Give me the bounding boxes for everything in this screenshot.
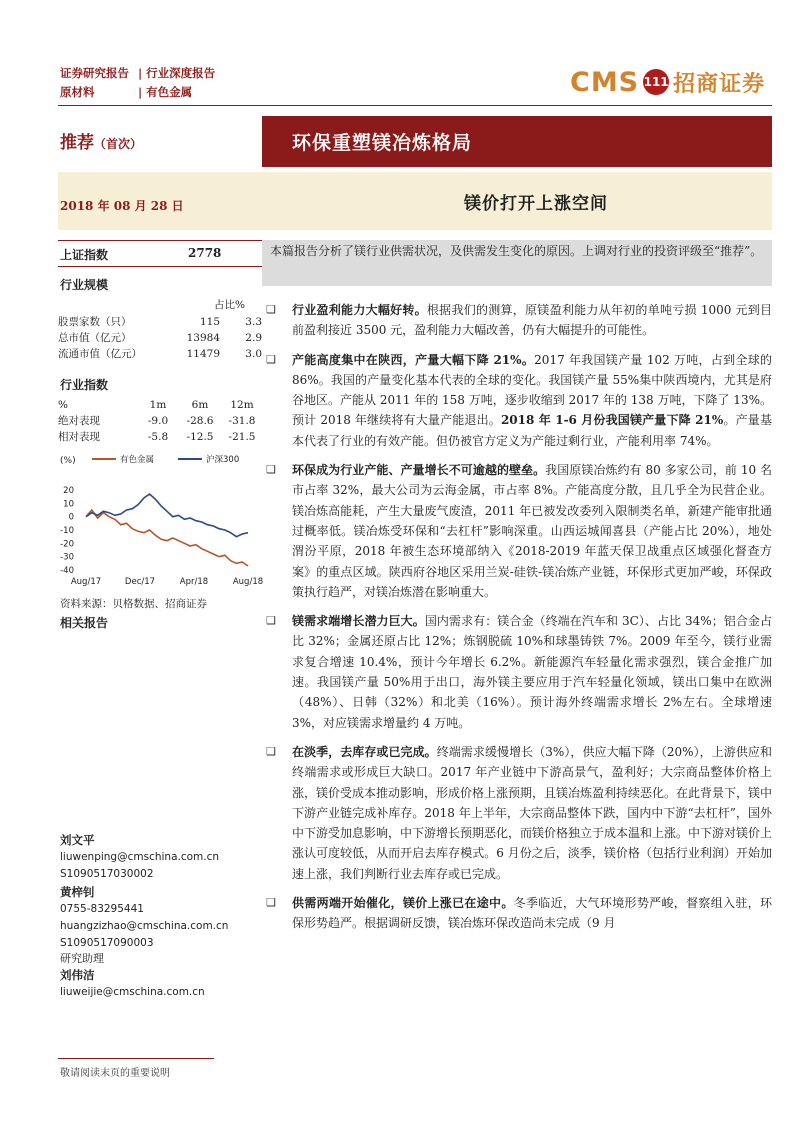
series-line-沪深300 <box>86 494 248 537</box>
chart-unit-label: (%) <box>60 456 76 466</box>
table-row: 总市值（亿元） 13984 2.9 <box>58 332 262 344</box>
bullet-paragraph: ❑ 行业盈利能力大幅好转。根据我们的测算，原镁盈利能力从年初的单吨亏损 1000 元到目前盈利接近 3500 元，盈利能力大幅改善，仍有大幅提升的可能性。 <box>262 300 772 341</box>
logo-badge-icon: 111 <box>643 69 669 95</box>
report-date: 2018 年 08 月 28 日 <box>60 199 184 213</box>
y-tick-label: 10 <box>63 499 74 510</box>
analyst-2: 黄梓钊 0755-83295441 huangzizhao@cmschina.com.cn S1090517090003 <box>60 885 229 949</box>
table-row: 相对表现 -5.8 -12.5 -21.5 <box>58 431 256 443</box>
scale-table <box>58 314 263 362</box>
bullet-paragraph: ❑ 环保成为行业产能、产量增长不可逾越的壁垒。我国原镁冶炼约有 80 多家公司，前 10 名市占率 32%，最大公司为云海金属，市占率 8%。产能高度分散，且几乎全为民营企业。镁冶炼高能耗，产生大量废气废渣，2011 年已被发改委列入限制类名单，新建产能审批通过概率低。镁冶炼受环保和“去杠杆”影响深重。山西运城闻喜县（产能占比 20%），地处渭汾平原，2018 年被生态环境部纳入《2018-2019 年蓝天保卫战重点区域强化督查方案》的重点区域。陕西府谷地区采用兰炭-硅铁-镁冶炼产业链，环保形式更加严峻，环保政策执行趋严，对镁冶炼潜在影响重大。 <box>262 460 772 602</box>
report-subcategory: | 行业深度报告 <box>138 66 216 80</box>
bullet-paragraph: ❑ 镁需求端增长潜力巨大。国内需求有：镁合金（终端在汽车和 3C）、占比 34%；铝合金占比 32%；金属还原占比 12%；炼钢脱硫 10%和球墨铸铁 7%。2009 年至今，镁行业需求复合增速 10.4%，预计今年增长 6.2%。新能源汽车轻量化需求强烈，镁合金推广加速。我国镁产量 50%用于出口，海外镁主要应用于汽车轻量化领域，镁出口集中在欧洲（48%）、日韩（32%）和北美（16%）。预计海外终端需求增长 2%左右。全球增速 3%，对应镁需求增量约 4 万吨。 <box>262 611 772 733</box>
perf-title: 行业指数 <box>60 378 109 392</box>
index-label: 上证指数 <box>60 248 109 262</box>
table-row: 流通市值（亿元） 11479 3.0 <box>58 348 262 360</box>
y-tick-label: -40 <box>60 566 74 576</box>
y-tick-label: -30 <box>60 552 74 563</box>
legend-label: 有色金属 <box>120 455 155 465</box>
bullet-paragraph: ❑ 产能高度集中在陕西，产量大幅下降 21%。2017 年我国镁产量 102 万吨，占到全球的 86%。我国的产量变化基本代表的全球的变化。我国镁产量 55%集中陕西境内，尤其是府谷地区。产能从 2011 年的 158 万吨，逐步收缩到 2017 年的 138 万吨，下降了 13%。预计 2018 年继续将有大量产能退出。2018 年 1-6 月份我国镁产量下降 21%。产量基本代表了行业的有效产能。但仍被官方定义为产能过剩行业，产能利用率 74%。 <box>262 350 772 451</box>
x-tick-label: Aug/17 <box>70 577 102 587</box>
logo-cms-text: CMS <box>570 66 640 98</box>
header-divider <box>58 105 772 106</box>
x-tick-label: Aug/18 <box>232 577 263 587</box>
rating <box>60 128 142 153</box>
x-tick-label: Apr/18 <box>179 577 209 587</box>
checkbox-bullet-icon: ❑ <box>266 303 276 316</box>
report-title: 环保重塑镁冶炼格局 <box>262 116 772 167</box>
email-link[interactable]: huangzizhao@cmschina.com.cn <box>60 920 229 932</box>
rating-note: （首次） <box>94 137 143 151</box>
report-body <box>262 300 772 943</box>
footer-divider <box>58 1058 214 1059</box>
summary-box: 本篇报告分析了镁行业供需状况，及供需发生变化的原因。上调对行业的投资评级至“推荐”。 <box>262 240 772 286</box>
report-category: 证券研究报告 <box>60 66 129 80</box>
table-row: 绝对表现 -9.0 -28.6 -31.8 <box>58 415 256 427</box>
footer-note: 敬请阅读末页的重要说明 <box>60 1068 170 1079</box>
y-tick-label: 0 <box>68 512 74 523</box>
scale-title: 行业规模 <box>60 278 109 292</box>
email-link[interactable]: liuwenping@cmschina.com.cn <box>60 851 220 863</box>
chart-source: 资料来源：贝格数据、招商证券 <box>60 598 207 610</box>
y-tick-label: 20 <box>63 486 74 496</box>
scale-col-head: 占比% <box>214 299 245 311</box>
report-type-header <box>60 64 215 102</box>
rating-main: 推荐 <box>60 133 94 153</box>
cms-logo <box>570 64 770 100</box>
analyst-3: 研究助理 刘伟洁 liuweijie@cmschina.com.cn <box>60 950 205 1001</box>
table-row: 股票家数（只） 115 3.3 <box>58 316 262 328</box>
y-tick-label: -10 <box>60 526 74 536</box>
sector: 原材料 <box>60 85 95 99</box>
related-reports: 相关报告 <box>60 616 109 630</box>
bullet-paragraph: ❑ 在淡季，去库存或已完成。终端需求缓慢增长（3%），供应大幅下降（20%），上游供应和终端需求或形成巨大缺口。2017 年产业链中下游高景气，盈利好；大宗商品整体价格上涨，镁价受成本推动影响，形成价格上涨预期，且镁冶炼盈利持续恶化。在此背景下，镁中下游产业链完成补库存。2018 年上半年，大宗商品整体下跌，国内中下游“去杠杆”，国外中下游受加息影响，中下游增长预期恶化，而镁价格独立于成本温和上涨。中下游对镁价上涨认可度较低，从而开启去库存模式。6 月份之后，淡季，镁价格（包括行业利润）开始加速上涨，我们判断行业去库存或已完成。 <box>262 742 772 884</box>
checkbox-bullet-icon: ❑ <box>266 463 276 477</box>
checkbox-bullet-icon: ❑ <box>266 744 276 758</box>
subsector: | 有色金属 <box>138 85 193 99</box>
checkbox-bullet-icon: ❑ <box>266 352 276 366</box>
x-tick-label: Dec/17 <box>124 577 156 587</box>
logo-company-name: 招商证券 <box>673 71 766 97</box>
left-divider <box>58 240 263 241</box>
report-subtitle: 镁价打开上涨空间 <box>464 194 608 214</box>
table-header: % 1m 6m 12m <box>58 399 254 411</box>
series-line-有色金属 <box>86 510 248 566</box>
email-link[interactable]: liuweijie@cmschina.com.cn <box>60 986 205 998</box>
perf-table <box>58 397 263 445</box>
left-divider <box>58 266 263 267</box>
checkbox-bullet-icon: ❑ <box>266 614 276 628</box>
bullet-paragraph: ❑ 供需两端开始催化，镁价上涨已在途中。冬季临近，大气环境形势严峻，督察组入驻，环保形势趋严。根据调研反馈，镁冶炼环保改造尚未完成（9 月 <box>262 893 772 934</box>
analyst-1: 刘文平 liuwenping@cmschina.com.cn S1090517030002 <box>60 833 220 880</box>
checkbox-bullet-icon: ❑ <box>266 896 276 910</box>
legend-label: 沪深300 <box>206 455 240 465</box>
index-chart <box>58 450 263 590</box>
index-value: 2778 <box>188 246 222 260</box>
y-tick-label: -20 <box>60 539 74 550</box>
